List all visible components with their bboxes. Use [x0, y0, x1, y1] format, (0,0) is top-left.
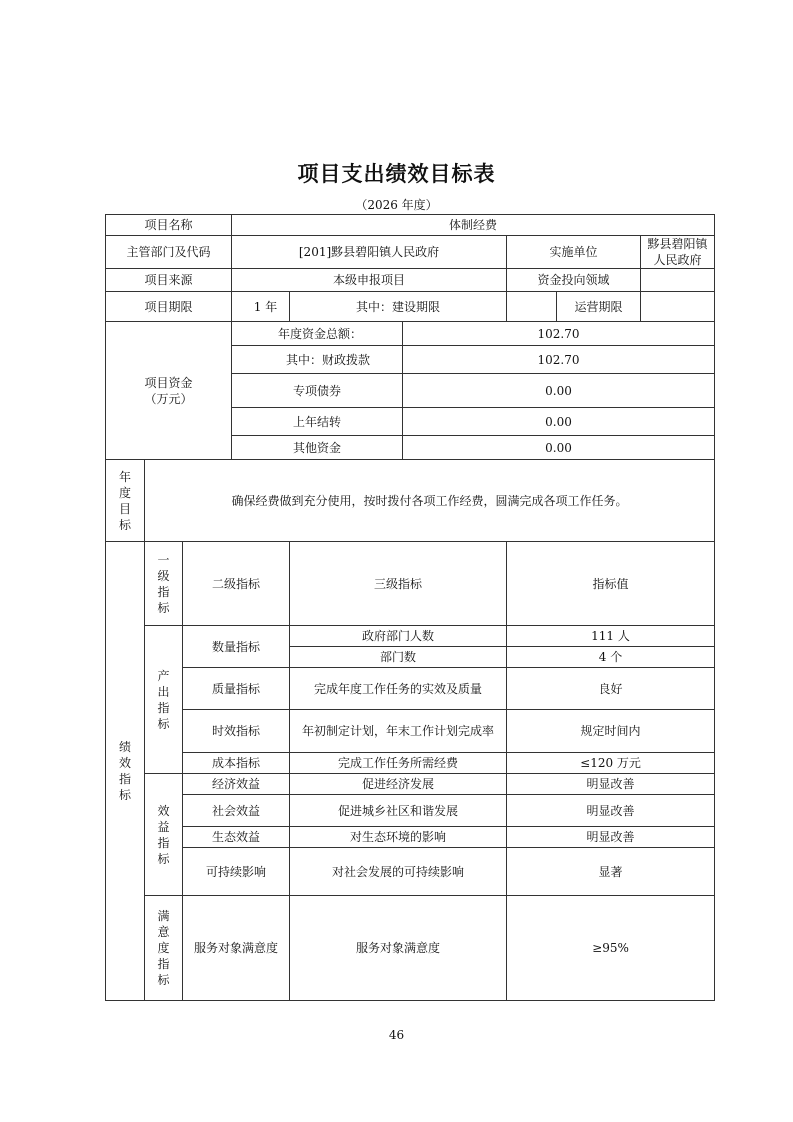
funds-label	[106, 322, 232, 460]
indicator-level3: 对生态环境的影响	[290, 827, 507, 848]
indicator-value: 显著	[507, 848, 715, 896]
indicator-level3: 部门数	[290, 647, 507, 668]
indicator-level2: 经济效益	[183, 774, 290, 795]
indicator-level3: 完成年度工作任务的实效及质量	[290, 668, 507, 710]
indicator-value: ≥95%	[507, 896, 715, 1001]
indicator-row	[106, 848, 715, 896]
period-label: 项目期限	[106, 292, 232, 322]
indicator-level2: 服务对象满意度	[183, 896, 290, 1001]
implementer-value: 黟县碧阳镇人民政府	[641, 236, 715, 269]
header-level1: 一级指标	[145, 542, 183, 626]
indicator-row	[106, 774, 715, 795]
source-row	[106, 269, 715, 292]
funds-carryover-value: 0.00	[403, 408, 715, 436]
indicator-level3: 对社会发展的可持续影响	[290, 848, 507, 896]
indicator-row	[106, 710, 715, 753]
funds-bond-value: 0.00	[403, 374, 715, 408]
indicator-row	[106, 827, 715, 848]
investment-value	[641, 269, 715, 292]
project-name-label: 项目名称	[106, 215, 232, 236]
funds-other-label: 其他资金	[232, 436, 403, 460]
indicators-section-label: 绩效指标	[106, 542, 145, 1001]
indicator-level3: 促进城乡社区和谐发展	[290, 795, 507, 827]
header-level2: 二级指标	[183, 542, 290, 626]
annual-goal-label: 年度目标	[106, 460, 145, 542]
indicator-level2: 质量指标	[183, 668, 290, 710]
funds-unit: （万元）	[144, 391, 193, 406]
output-indicator-label: 产出指标	[145, 626, 183, 774]
funds-carryover-label: 上年结转	[232, 408, 403, 436]
indicator-level2: 数量指标	[183, 626, 290, 668]
indicator-level3: 完成工作任务所需经费	[290, 753, 507, 774]
source-value: 本级申报项目	[232, 269, 507, 292]
page-title: 项目支出绩效目标表	[297, 162, 496, 186]
header-value: 指标值	[507, 542, 715, 626]
indicator-level3: 政府部门人数	[290, 626, 507, 647]
funds-total-row	[106, 322, 715, 346]
project-name-row	[106, 215, 715, 236]
indicator-value: 明显改善	[507, 827, 715, 848]
indicator-value: 明显改善	[507, 795, 715, 827]
indicator-value: 规定时间内	[507, 710, 715, 753]
benefit-indicator-label: 效益指标	[145, 774, 183, 896]
funds-label-text: 项目资金	[144, 375, 193, 390]
source-label: 项目来源	[106, 269, 232, 292]
funds-other-value: 0.00	[403, 436, 715, 460]
indicator-row	[106, 753, 715, 774]
period-row	[106, 292, 715, 322]
implementer-label: 实施单位	[507, 236, 641, 269]
department-value: [201]黟县碧阳镇人民政府	[232, 236, 507, 269]
funds-fiscal-label: 其中：财政拨款	[232, 346, 403, 374]
page-number: 46	[388, 1028, 405, 1042]
construction-value	[507, 292, 557, 322]
indicator-value: 良好	[507, 668, 715, 710]
indicator-row	[106, 896, 715, 1001]
indicator-level3: 服务对象满意度	[290, 896, 507, 1001]
indicator-row	[106, 795, 715, 827]
indicator-row	[106, 626, 715, 647]
annual-goal-text: 确保经费做到充分使用，按时拨付各项工作经费，圆满完成各项工作任务。	[145, 460, 715, 542]
funds-total-value: 102.70	[403, 322, 715, 346]
indicator-level2: 可持续影响	[183, 848, 290, 896]
indicator-value: 4 个	[507, 647, 715, 668]
construction-label: 其中：建设期限	[290, 292, 507, 322]
indicator-level3: 年初制定计划，年末工作计划完成率	[290, 710, 507, 753]
indicator-level2: 生态效益	[183, 827, 290, 848]
annual-goal-row	[106, 460, 715, 542]
department-label: 主管部门及代码	[106, 236, 232, 269]
operation-value	[641, 292, 715, 322]
operation-label: 运营期限	[557, 292, 641, 322]
funds-total-label: 年度资金总额：	[232, 322, 403, 346]
indicator-row	[106, 668, 715, 710]
indicator-value: 明显改善	[507, 774, 715, 795]
indicator-header-row	[106, 542, 715, 626]
period-value: 1 年	[232, 292, 290, 322]
project-name-value: 体制经费	[232, 215, 715, 236]
indicator-level2: 成本指标	[183, 753, 290, 774]
funds-fiscal-value: 102.70	[403, 346, 715, 374]
investment-label: 资金投向领域	[507, 269, 641, 292]
funds-bond-label: 专项债券	[232, 374, 403, 408]
indicator-value: 111 人	[507, 626, 715, 647]
header-level3: 三级指标	[290, 542, 507, 626]
indicator-level2: 时效指标	[183, 710, 290, 753]
performance-goal-table	[105, 214, 715, 1001]
indicator-level3: 促进经济发展	[290, 774, 507, 795]
indicator-value: ≤120 万元	[507, 753, 715, 774]
page-subtitle: （2026 年度）	[355, 198, 438, 212]
department-row	[106, 236, 715, 269]
indicator-level2: 社会效益	[183, 795, 290, 827]
satisfaction-indicator-label: 满意度指标	[145, 896, 183, 1001]
